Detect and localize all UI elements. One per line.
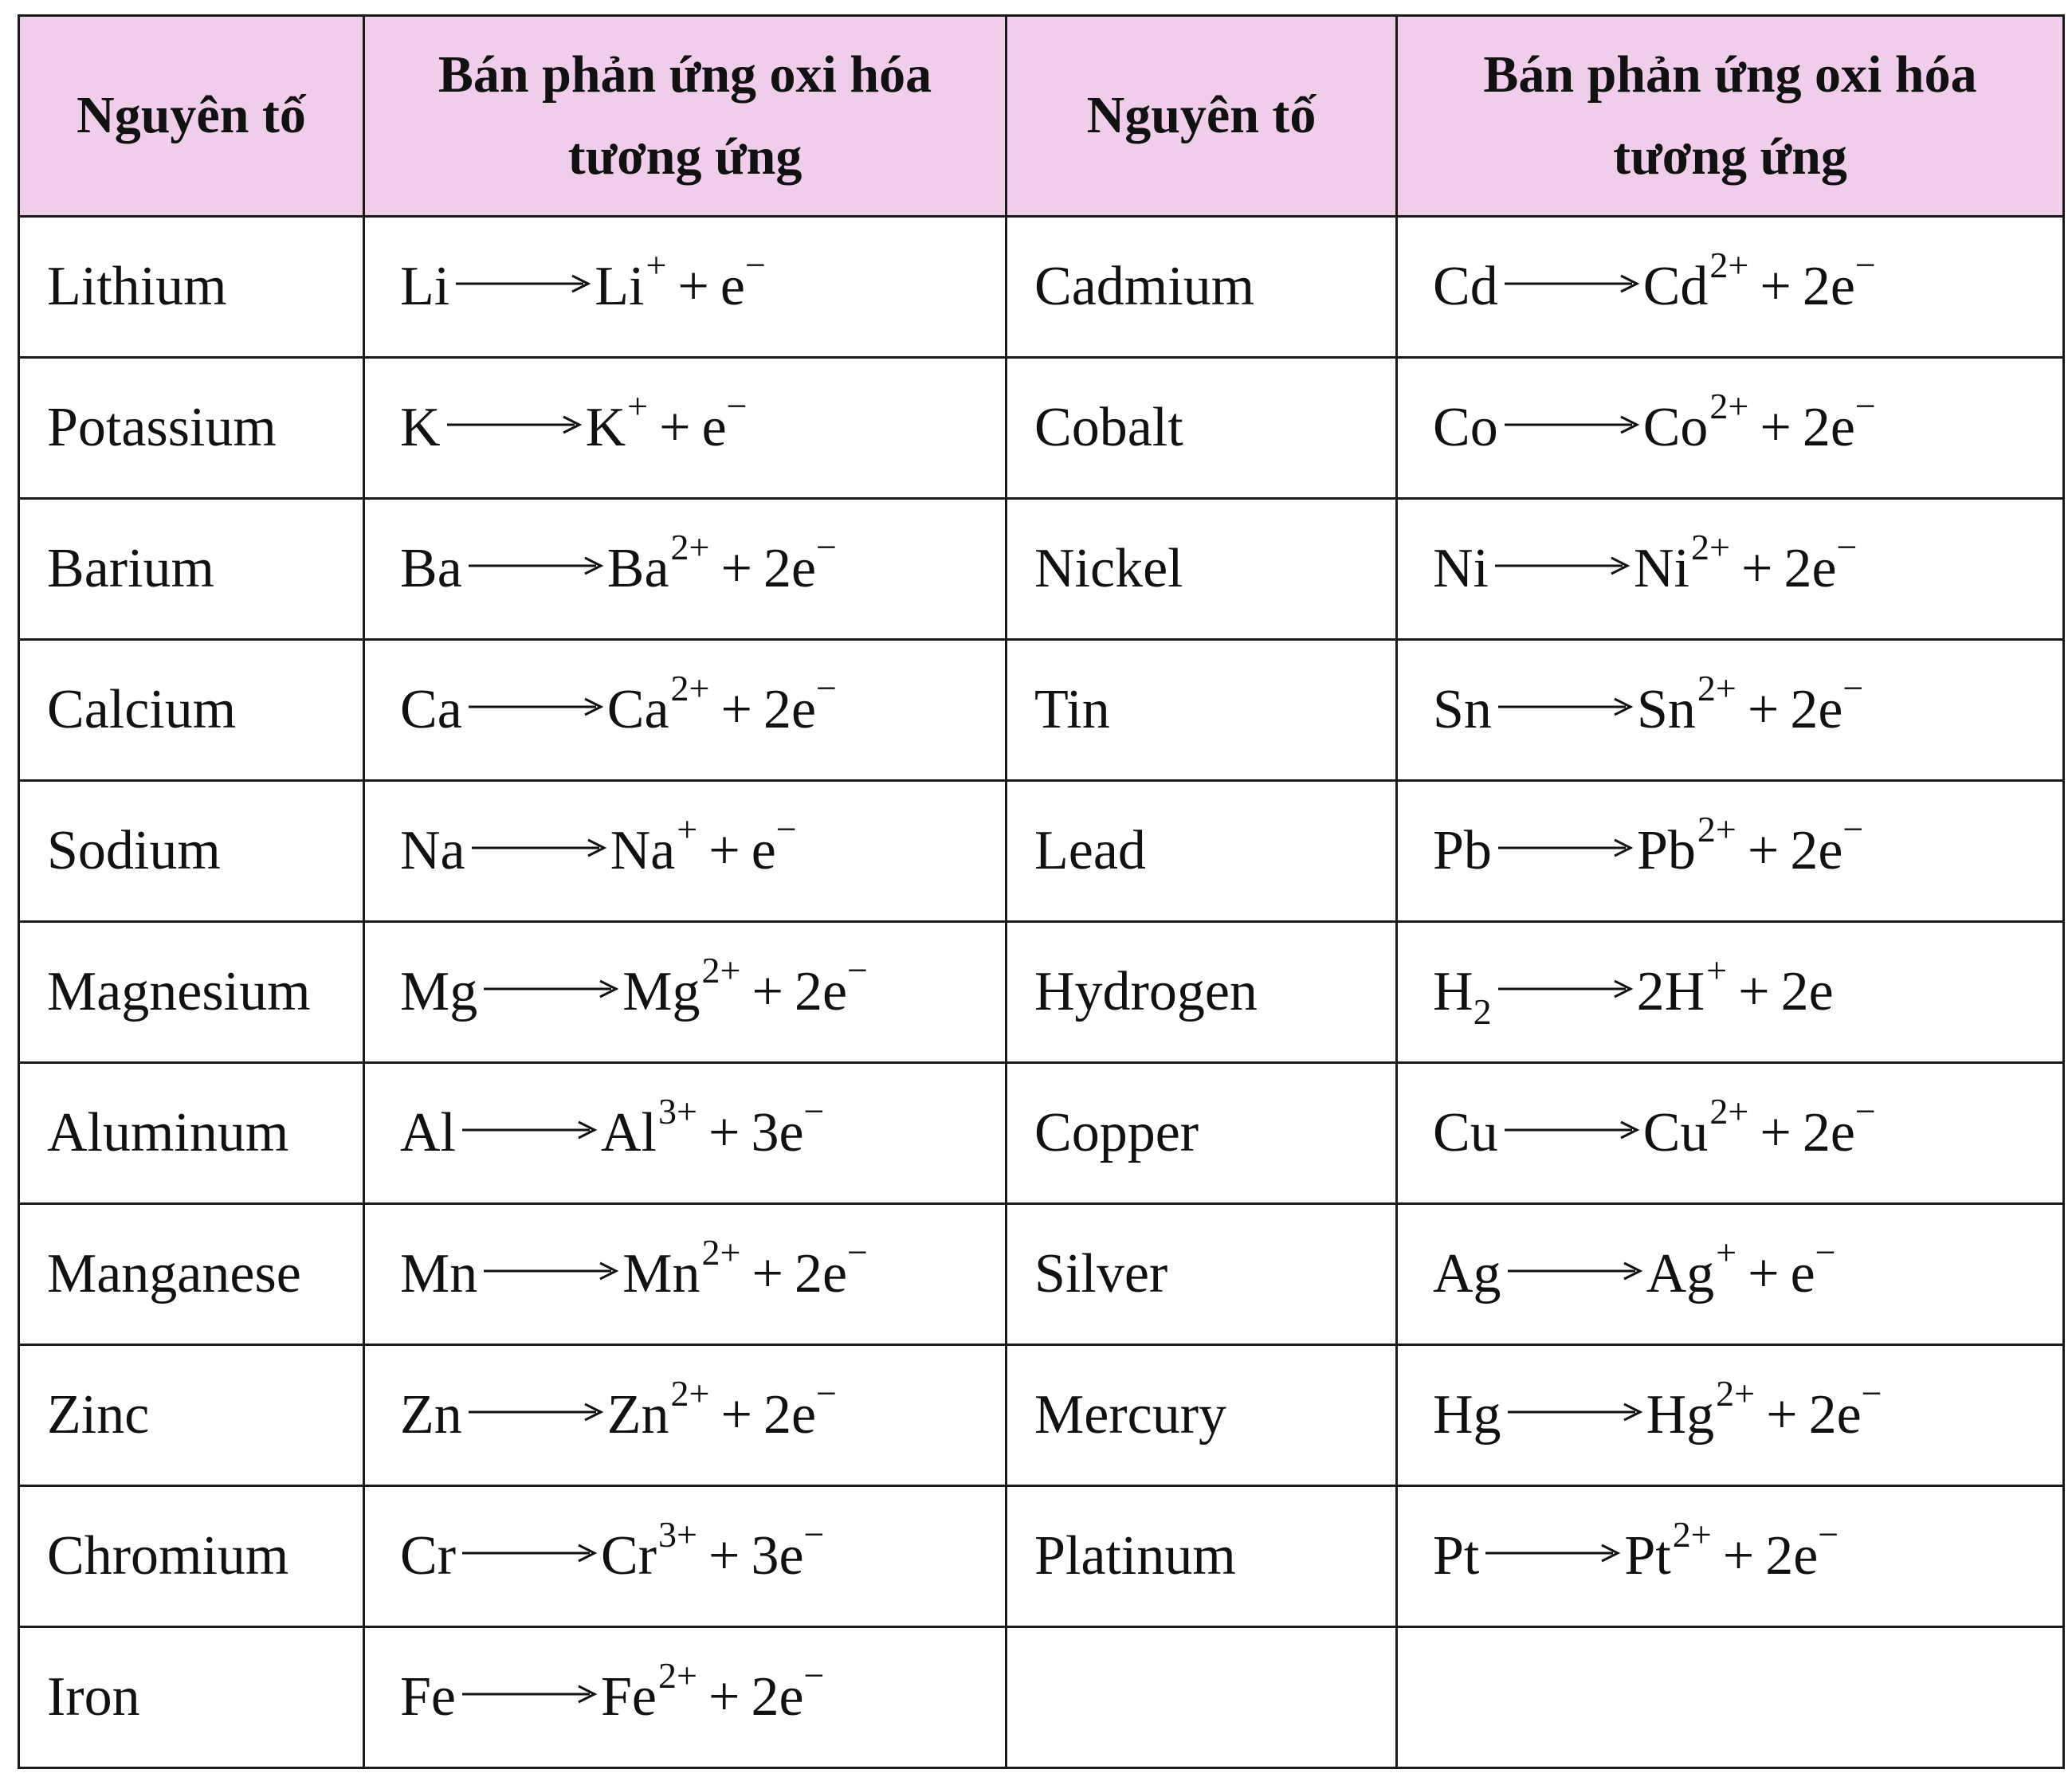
electron-coefficient: 2	[794, 961, 822, 1022]
element-cell-left	[19, 1627, 364, 1768]
ion-charge: 2+	[1709, 1091, 1749, 1132]
reaction-cell-right	[1397, 922, 2064, 1063]
plus-sign: +	[1766, 1384, 1798, 1446]
half-reaction-equation	[1433, 1373, 1882, 1447]
reactant: Fe	[400, 1666, 456, 1728]
reaction-cell-left	[364, 1204, 1007, 1345]
table-body	[19, 217, 2064, 1768]
electron-charge: −	[803, 1655, 825, 1696]
reaction-cell-right	[1397, 1345, 2064, 1486]
plus-sign: +	[751, 1243, 783, 1304]
reactant: Ag	[1433, 1243, 1501, 1304]
reactant: Na	[400, 820, 465, 881]
electron-charge: −	[1854, 1091, 1876, 1132]
reactant: Hg	[1433, 1384, 1501, 1446]
plus-sign: +	[1748, 1243, 1780, 1304]
table-row	[19, 640, 2064, 781]
element-cell-right	[1007, 640, 1397, 781]
element-cell-right	[1007, 358, 1397, 499]
element-name: Magnesium	[47, 961, 311, 1022]
plus-sign: +	[708, 1102, 740, 1163]
header-text: tương ứng	[567, 127, 803, 186]
right-arrow-icon	[462, 1541, 598, 1565]
half-reaction-equation	[400, 386, 748, 460]
element-cell-left	[19, 640, 364, 781]
ion: Cd	[1642, 256, 1709, 317]
right-arrow-icon	[462, 1118, 598, 1142]
electron: e	[1830, 397, 1855, 458]
header-reaction-left	[364, 16, 1007, 217]
electron: e	[822, 1243, 848, 1304]
right-arrow-icon	[1498, 977, 1634, 1001]
right-arrow-icon	[484, 977, 619, 1001]
electron-coefficient: 2	[1784, 538, 1812, 599]
ion-charge: 2+	[1697, 668, 1736, 708]
right-arrow-icon	[469, 554, 604, 578]
element-cell-left	[19, 1486, 364, 1627]
ion: Ca	[606, 679, 669, 740]
electron-charge: −	[847, 1232, 868, 1273]
electron-coefficient: 2	[751, 1666, 779, 1728]
half-reaction-equation	[1433, 386, 1876, 460]
half-reaction-equation	[1433, 668, 1864, 742]
half-reaction-equation	[400, 1373, 837, 1447]
electron: e	[1818, 820, 1843, 881]
reaction-cell-right	[1397, 499, 2064, 640]
ion: Al	[601, 1102, 657, 1163]
electron-coefficient: 2	[1802, 1102, 1831, 1163]
ion: H	[1664, 961, 1705, 1022]
header-element-left	[19, 16, 364, 217]
element-name: Lead	[1034, 820, 1146, 881]
table-row	[19, 1627, 2064, 1768]
electron-charge: −	[1818, 1514, 1839, 1555]
reactant: Li	[400, 256, 450, 317]
electron-coefficient: 2	[1802, 256, 1831, 317]
ion-charge: +	[677, 809, 698, 849]
electron-charge: −	[1815, 1232, 1836, 1273]
reaction-cell-left	[364, 1345, 1007, 1486]
ion: Pb	[1636, 820, 1696, 881]
element-cell-left	[19, 922, 364, 1063]
element-name: Tin	[1034, 679, 1110, 740]
reaction-cell-right	[1397, 1204, 2064, 1345]
electron-charge: −	[1842, 809, 1864, 849]
element-name: Mercury	[1034, 1384, 1227, 1446]
electron: e	[779, 1666, 804, 1728]
electron: e	[791, 538, 817, 599]
plus-sign: +	[751, 961, 783, 1022]
ion: Li	[595, 256, 645, 317]
element-cell-right	[1007, 1204, 1397, 1345]
half-reaction-equation	[1433, 527, 1858, 601]
ion-charge: 2+	[670, 1373, 710, 1414]
plus-sign: +	[708, 820, 740, 881]
element-cell-left	[19, 358, 364, 499]
header-text: Bán phản ứng oxi hóa	[1483, 45, 1977, 104]
reactant: Cr	[400, 1525, 456, 1587]
half-reaction-equation	[400, 527, 837, 601]
ion-charge: +	[1716, 1232, 1737, 1273]
element-name: Cadmium	[1034, 256, 1255, 317]
plus-sign: +	[708, 1525, 740, 1587]
header-row	[19, 16, 2064, 217]
electron: e	[822, 961, 848, 1022]
plus-sign: +	[1747, 820, 1780, 881]
half-reaction-equation	[400, 245, 766, 319]
right-arrow-icon	[1508, 1400, 1643, 1424]
element-name: Lithium	[47, 256, 227, 317]
ion-charge: 3+	[658, 1514, 697, 1555]
element-name: Sodium	[47, 820, 221, 881]
table-row	[19, 1345, 2064, 1486]
element-cell-left	[19, 1063, 364, 1204]
element-cell-right	[1007, 1627, 1397, 1768]
element-cell-right	[1007, 1063, 1397, 1204]
table-row	[19, 358, 2064, 499]
ion: Sn	[1636, 679, 1696, 740]
ion: Cr	[601, 1525, 657, 1587]
reaction-cell-right	[1397, 1627, 2064, 1768]
element-name: Barium	[47, 538, 214, 599]
element-cell-left	[19, 781, 364, 922]
electron-coefficient: 2	[763, 1384, 791, 1446]
element-name: Cobalt	[1034, 397, 1183, 458]
element-name: Chromium	[47, 1525, 289, 1587]
header-reaction-right	[1397, 16, 2064, 217]
electron-coefficient: 2	[1780, 961, 1809, 1022]
right-arrow-icon	[1498, 836, 1634, 860]
electron: e	[1830, 256, 1855, 317]
element-cell-right	[1007, 1486, 1397, 1627]
reaction-cell-left	[364, 217, 1007, 358]
ion-charge: 2+	[658, 1655, 697, 1696]
right-arrow-icon	[469, 695, 604, 719]
element-cell-left	[19, 1345, 364, 1486]
table-row	[19, 1204, 2064, 1345]
reaction-cell-left	[364, 640, 1007, 781]
ion: Fe	[601, 1666, 657, 1728]
element-cell-left	[19, 499, 364, 640]
electron: e	[1793, 1525, 1819, 1587]
reaction-cell-right	[1397, 217, 2064, 358]
half-reaction-equation	[400, 1514, 825, 1588]
header-text: Nguyên tố	[77, 86, 306, 145]
electron-charge: −	[1854, 245, 1876, 285]
electron-charge: −	[1842, 668, 1864, 708]
reaction-cell-left	[364, 781, 1007, 922]
ion: Mn	[622, 1243, 700, 1304]
electron-coefficient: 2	[1802, 397, 1831, 458]
right-arrow-icon	[1505, 413, 1640, 437]
ion-charge: 3+	[658, 1091, 697, 1132]
ion-coefficient: 2	[1636, 961, 1665, 1022]
electron-coefficient: 2	[1790, 679, 1819, 740]
reactant: Mn	[400, 1243, 478, 1304]
half-reaction-equation	[400, 809, 797, 883]
ion-charge: 2+	[1672, 1514, 1712, 1555]
element-cell-right	[1007, 217, 1397, 358]
ion: Zn	[606, 1384, 669, 1446]
ion: Hg	[1646, 1384, 1715, 1446]
ion: Na	[610, 820, 676, 881]
header-text: Nguyên tố	[1086, 86, 1317, 145]
right-arrow-icon	[1485, 1541, 1621, 1565]
ion-charge: +	[646, 245, 667, 285]
reaction-cell-left	[364, 1627, 1007, 1768]
reactant: H	[1433, 961, 1474, 1022]
element-name: Manganese	[47, 1243, 301, 1304]
table-row	[19, 1486, 2064, 1627]
reactant: Zn	[400, 1384, 462, 1446]
half-reaction-equation	[400, 1232, 868, 1306]
plus-sign: +	[677, 256, 709, 317]
element-name: Iron	[47, 1666, 140, 1728]
element-cell-left	[19, 217, 364, 358]
plus-sign: +	[1747, 679, 1780, 740]
right-arrow-icon	[472, 836, 607, 860]
reaction-cell-right	[1397, 1063, 2064, 1204]
reaction-cell-left	[364, 499, 1007, 640]
table-row	[19, 217, 2064, 358]
reactant: Ba	[400, 538, 462, 599]
element-name: Aluminum	[47, 1102, 289, 1163]
ion: Ba	[606, 538, 669, 599]
right-arrow-icon	[1505, 1118, 1640, 1142]
element-name: Hydrogen	[1034, 961, 1258, 1022]
ion: K	[585, 397, 626, 458]
table-row	[19, 1063, 2064, 1204]
reactant: Sn	[1433, 679, 1492, 740]
electron: e	[791, 1384, 817, 1446]
right-arrow-icon	[447, 413, 583, 437]
ion-charge: 2+	[701, 1232, 741, 1273]
half-reaction-equation	[400, 668, 837, 742]
electron-charge: −	[816, 668, 837, 708]
reactant: Pt	[1433, 1525, 1480, 1587]
reaction-cell-left	[364, 1063, 1007, 1204]
ion: Ag	[1646, 1243, 1715, 1304]
right-arrow-icon	[462, 1682, 598, 1706]
electron: e	[1811, 538, 1837, 599]
table-row	[19, 922, 2064, 1063]
element-cell-right	[1007, 1345, 1397, 1486]
plus-sign: +	[720, 1384, 752, 1446]
plus-sign: +	[659, 397, 691, 458]
right-arrow-icon	[484, 1259, 619, 1283]
electron: e	[1818, 679, 1843, 740]
ion-charge: 2+	[701, 950, 741, 991]
electron-coefficient: 2	[763, 679, 791, 740]
half-reaction-equation	[400, 1655, 825, 1729]
plus-sign: +	[1760, 256, 1791, 317]
reactant: Pb	[1433, 820, 1492, 881]
plus-sign: +	[1740, 538, 1773, 599]
reaction-cell-left	[364, 922, 1007, 1063]
electron-coefficient: 2	[1808, 1384, 1837, 1446]
reactant-subscript: 2	[1473, 991, 1492, 1032]
electron-charge: −	[803, 1514, 825, 1555]
element-cell-right	[1007, 781, 1397, 922]
element-name: Nickel	[1034, 538, 1183, 599]
half-reaction-equation	[1433, 245, 1876, 319]
plus-sign: +	[1760, 397, 1791, 458]
ion-charge: 2+	[670, 527, 710, 567]
ion-charge: 2+	[1697, 809, 1736, 849]
plus-sign: +	[720, 538, 752, 599]
ion: Co	[1642, 397, 1709, 458]
half-reaction-equation	[400, 950, 868, 1024]
element-name: Silver	[1034, 1243, 1168, 1304]
right-arrow-icon	[1498, 695, 1634, 719]
element-name: Zinc	[47, 1384, 150, 1446]
half-reaction-equation	[400, 1091, 825, 1165]
right-arrow-icon	[1505, 272, 1640, 296]
electron-charge: −	[816, 527, 837, 567]
electron: e	[1808, 961, 1834, 1022]
electron: e	[779, 1525, 804, 1587]
right-arrow-icon	[456, 272, 591, 296]
table-row	[19, 781, 2064, 922]
electron-charge: −	[775, 809, 797, 849]
electron-coefficient: 3	[751, 1525, 779, 1587]
right-arrow-icon	[1508, 1259, 1643, 1283]
right-arrow-icon	[469, 1400, 604, 1424]
reactant: K	[400, 397, 441, 458]
reaction-cell-right	[1397, 640, 2064, 781]
element-name: Potassium	[47, 397, 277, 458]
table-row	[19, 499, 2064, 640]
reactant: Co	[1433, 397, 1498, 458]
plus-sign: +	[1760, 1102, 1791, 1163]
ion: Pt	[1624, 1525, 1671, 1587]
reaction-cell-right	[1397, 1486, 2064, 1627]
electron: e	[1836, 1384, 1862, 1446]
electron: e	[779, 1102, 804, 1163]
electron-coefficient: 2	[1765, 1525, 1794, 1587]
reaction-cell-left	[364, 1486, 1007, 1627]
reaction-cell-right	[1397, 781, 2064, 922]
reactant: Cu	[1433, 1102, 1498, 1163]
header-text: tương ứng	[1613, 127, 1847, 186]
header-element-right	[1007, 16, 1397, 217]
ion: Ni	[1634, 538, 1689, 599]
ion-charge: 2+	[1709, 245, 1749, 285]
electron: e	[701, 397, 727, 458]
ion-charge: +	[1706, 950, 1728, 991]
electron: e	[751, 820, 776, 881]
reactant: Mg	[400, 961, 478, 1022]
reactant: Ni	[1433, 538, 1489, 599]
electron: e	[1790, 1243, 1815, 1304]
ion: Mg	[622, 961, 700, 1022]
ion-charge: 2+	[1691, 527, 1730, 567]
electron-charge: −	[1854, 386, 1876, 426]
element-name: Calcium	[47, 679, 237, 740]
plus-sign: +	[720, 679, 752, 740]
reactant: Cd	[1433, 256, 1498, 317]
half-reaction-equation	[1433, 1091, 1876, 1165]
ion-charge: 2+	[1716, 1373, 1756, 1414]
ion-charge: 2+	[670, 668, 710, 708]
electron: e	[720, 256, 745, 317]
electron-charge: −	[1861, 1373, 1882, 1414]
reactant: Ca	[400, 679, 462, 740]
plus-sign: +	[708, 1666, 740, 1728]
element-cell-left	[19, 1204, 364, 1345]
oxidation-half-reaction-table	[18, 14, 2065, 1769]
electron-coefficient: 2	[794, 1243, 822, 1304]
plus-sign: +	[1722, 1525, 1755, 1587]
ion: Cu	[1642, 1102, 1709, 1163]
reactant: Al	[400, 1102, 456, 1163]
electron-charge: −	[1836, 527, 1858, 567]
element-name: Copper	[1034, 1102, 1199, 1163]
ion-charge: 2+	[1709, 386, 1749, 426]
ion-charge: +	[627, 386, 649, 426]
electron-charge: −	[847, 950, 868, 991]
half-reaction-equation	[1433, 1514, 1839, 1588]
half-reaction-equation	[1433, 809, 1864, 883]
header-text: Bán phản ứng oxi hóa	[438, 45, 932, 104]
electron: e	[791, 679, 817, 740]
half-reaction-equation	[1433, 950, 1834, 1032]
reaction-cell-right	[1397, 358, 2064, 499]
half-reaction-equation	[1433, 1232, 1836, 1306]
electron-coefficient: 3	[751, 1102, 779, 1163]
plus-sign: +	[1738, 961, 1770, 1022]
right-arrow-icon	[1495, 554, 1631, 578]
reaction-cell-left	[364, 358, 1007, 499]
element-cell-right	[1007, 499, 1397, 640]
element-cell-right	[1007, 922, 1397, 1063]
electron-charge: −	[744, 245, 766, 285]
electron: e	[1830, 1102, 1855, 1163]
electron-charge: −	[816, 1373, 837, 1414]
electron-coefficient: 2	[1790, 820, 1819, 881]
element-name: Platinum	[1034, 1525, 1236, 1587]
electron-charge: −	[726, 386, 748, 426]
electron-coefficient: 2	[763, 538, 791, 599]
electron-charge: −	[803, 1091, 825, 1132]
